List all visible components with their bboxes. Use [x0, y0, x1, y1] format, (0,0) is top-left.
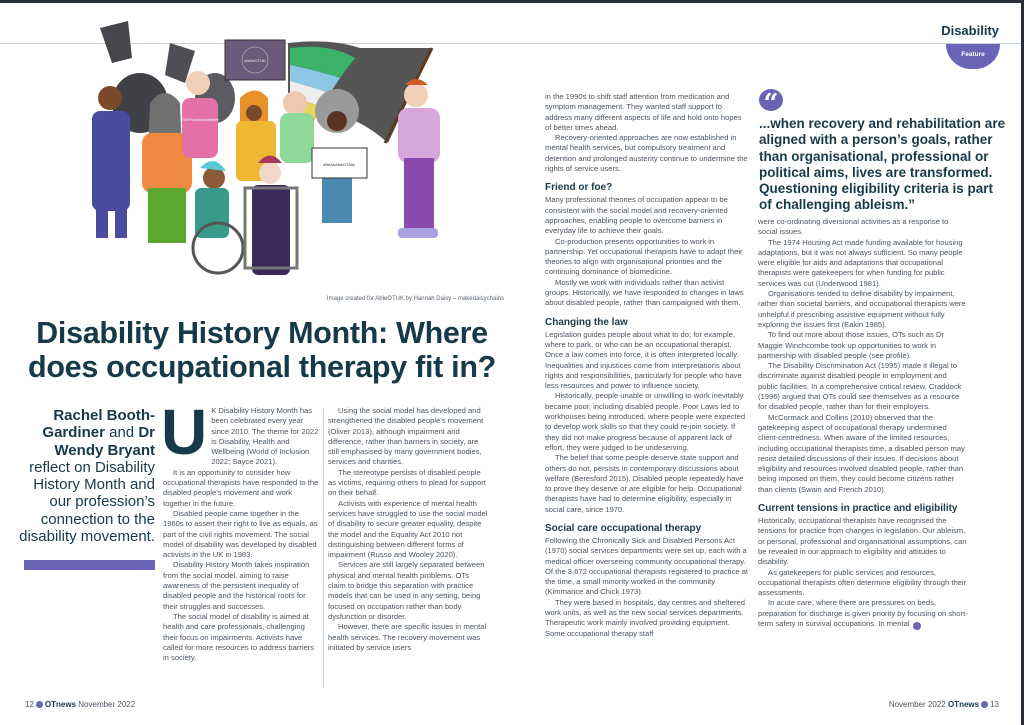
accent-bar — [24, 560, 155, 570]
paragraph: As gatekeepers for public services and resources, occupational therapists often determine eligibility through their assessments. — [758, 567, 967, 598]
article-title: Disability History Month: Where does occupational therapy fit in? — [28, 316, 496, 384]
column-4 — [758, 217, 968, 630]
subheading: Changing the law — [545, 316, 628, 328]
paragraph: The belief that some people deserve state support and others do not, persists in contemporary discussions about welfare (Beresford 2015). Disabled people repeatedly have to prove they deserve or are eligible for help. Occupational therapists have had to determine eligibility, especially in social care, since 1970. — [545, 453, 744, 514]
magazine-name: OTnews — [44, 700, 77, 709]
illustration-caption: Image created for AbleOTUK by Hannah Daisy – makedaisychains — [326, 296, 504, 302]
paragraph: Services are still largely separated between physical and mental health problems. OTs claim to bridge this separation with practice models that can be used in any setting, being focused on occupation rather than body dysfunction or disorder. — [328, 560, 485, 621]
quote-icon: “ — [759, 89, 783, 111]
paragraph: Mostly we work with individuals rather than activist groups. Historically, we have responded to changes in laws about disabled people, rather than campaigned with them. — [545, 277, 744, 308]
paragraph: It is an opportunity to consider how occupational therapists have responded to the disabled people’s movement and work together in the future. — [163, 467, 319, 508]
paragraph: Recovery-oriented approaches are now established in mental health services, but compulsory treatment and detention and prolonged austerity continue to undermine the rights of service users. — [545, 133, 748, 174]
paragraph: The social model of disability is aimed at health and care professionals, challenging their focus on impairments. Activists have called for more resources to address barriers in society. — [163, 611, 315, 663]
page-number: 13 — [990, 700, 999, 709]
paragraph: in the 1990s to shift staff attention from medication and symptom management. They wanted staff support to address many different aspects of life and hold onto hopes of better times ahead. — [545, 92, 742, 132]
magazine-spread — [0, 3, 1021, 725]
paragraph: Historically, occupational therapists have recognised the tensions for practice from changes in legislation. Our ableism, or personal, professional and organisational assumptions, can be revealed in our approach to eligibility and attitudes to disability. — [758, 516, 967, 567]
ally-sign-text: #BeAnAbleOTAlly — [323, 162, 355, 167]
paragraph: were co-ordinating diversional activities as a response to social issues. — [758, 217, 949, 237]
paragraph: Following the Chronically Sick and Disabled Persons Act (1970) social services departments were set up, each with a medical officer overseeing community occupational therapy. Of the 3,672 occupational therapists registered to practice at the time, a small minority worked in the community (Kimmance and Chick 1973). — [545, 535, 749, 597]
paragraph: Using the social model has developed and strengthened the disabled people’s movement (Oliver 2013), although impairment and difference, rather than barriers in society, are still emphasised by many government bodies, services and charities. — [328, 406, 484, 467]
standfirst-text: reflect on Disability History Month and our profession’s connection to the disability movement. — [19, 458, 155, 546]
paragraph: However, there are specific issues in mental health services. The recovery movement was initiated by service users — [328, 622, 487, 652]
footer-left — [25, 700, 135, 709]
shirt-text: #TheFutureIsAccessible — [181, 118, 219, 122]
paragraph: Organisations tended to define disability by impairment, rather than societal barriers, and occupational therapists were unhelpful if prescribing assistive equipment without fully exploring the issues first (Eakin 1985). — [758, 289, 966, 329]
column-2 — [328, 406, 488, 653]
footer-right — [889, 700, 999, 709]
paragraph: To find out more about those issues, OTs such as Dr Maggie Winchcombe took up opportunities to work in partnership with disabled people (see profile). — [758, 330, 945, 360]
paragraph: Historically, people unable or unwilling to work inevitably became poor, including disabled people. Poor Laws led to workhouses being introduced, where people were expected to develop work skills so that they could re-join society. If they did not make progress because of apparent lack of effort, they were judged to be undeserving. — [545, 391, 746, 452]
standfirst — [10, 407, 155, 545]
paragraph: Legislation guides people about what to do; for example, where to park, or who can be an occupational therapist. Once a law comes into force, it is often interpreted locally. Inequalities and injustices come from interpretations about rights and responsibilities, particularly for people who have less resources and power to influence society. — [545, 329, 742, 391]
paragraph: Co-production presents opportunities to work in partnership. Yet occupational therapists have to adapt their theories to align with organisational priorities and the continuing dominance of biomedicine. — [545, 236, 743, 277]
arrow-right-circle-icon[interactable]: › — [913, 622, 921, 630]
subheading: Friend or foe? — [545, 182, 613, 194]
paragraph: Many professional theories of occupation appear to be consistent with the social model and recovery-oriented approaches, enabling people to overcome barriers in everyday life to achieve their goals. — [545, 195, 728, 236]
standfirst-and: and — [104, 424, 139, 442]
author-1: Rachel Booth-Gardiner — [42, 407, 155, 442]
paragraph: Disabled people came together in the 1960s to assert their right to live as equals, as part of the civil rights movement. The social model of disability was developed by disabled activists in the UK in 1983. — [163, 508, 318, 560]
paragraph: The stereotype persists of disabled people as victims, requiring others to plead for support on their behalf. — [328, 467, 486, 498]
paragraph: McCormack and Collins (2010) observed that the gatekeeping aspect of occupational therapy undermined client-centredness. When aware of the limited resources, including occupational therapists time, a disabled person may resist detailed discussions of their issues. If decisions about eligibility and resources involved disabled people, rather than being imposed on them, they could become citizens rather than clients (Swain and French 2010). — [758, 412, 965, 494]
paragraph: Disability History Month takes inspiration from the social model, aiming to raise awareness of the persistent inequality of disabled people and the historical roots for their struggles and successes. — [163, 560, 310, 611]
page-number: 12 — [25, 700, 34, 709]
paragraph: The Disability Discrimination Act (1995) made it illegal to discriminate against disabled people in employment and public facilities. In a comprehensive critical review, Craddock (1996) argued that OTs could see themselves as a resource for disabled people, rather than for their employers. — [758, 361, 962, 412]
author-2: Dr Wendy Bryant — [54, 424, 155, 459]
column-rule — [323, 408, 324, 688]
drop-cap: U — [161, 396, 208, 468]
paragraph: They were based in hospitals, day centres and sheltered work units, as well as the new social services departments. Therapeutic work mainly involved providing equipment. Some occupational therapy staff — [545, 597, 745, 638]
subheading: Current tensions in practice and eligibility — [758, 503, 958, 515]
column-1 — [161, 396, 320, 663]
sign-text: #AbleOTUK — [244, 58, 266, 63]
paragraph — [758, 598, 968, 630]
bullet-dot-icon — [36, 701, 43, 708]
subheading: Social care occupational therapy — [545, 522, 702, 534]
issue-date: November 2022 — [888, 700, 946, 709]
pull-quote: ...when recovery and rehabilitation are aligned with a person’s goals, rather than organisational, professional or political aims, lives are transformed. Questioning eligibility criteria is part of challenging ableism.” — [759, 116, 1006, 213]
magazine-name: OTnews — [947, 700, 980, 709]
issue-date: November 2022 — [78, 700, 136, 709]
paragraph: K Disability History Month has been celebrated every year since 2010. The theme for 2022 is Disability, Health and Wellbeing (World of Inclusion 2022; Sayce 2021). — [211, 406, 319, 467]
section-tag: Disability — [941, 23, 999, 38]
feature-badge: Feature — [946, 44, 1000, 69]
paragraph: The 1974 Housing Act made funding available for housing adaptations, but it was not always sufficient. So many people were eligible for aids and adaptations that occupational therapists were gatekeepers for when funding for public services was cut (Underwood 1981). — [758, 237, 963, 288]
paragraph: Activists with experience of mental health services have struggled to use the social model of disability to secure greater equality, despite the model and the Equality Act 2010 not distinguishing between different forms of impairment (Russo and Wooley 2020). — [328, 498, 488, 560]
column-3 — [545, 92, 750, 639]
paragraph-text: In acute care, where there are pressures on beds, preparation for discharge is given priority by focusing on short-term safety in survival occupations. In mental — [758, 598, 968, 628]
bullet-dot-icon — [981, 701, 988, 708]
